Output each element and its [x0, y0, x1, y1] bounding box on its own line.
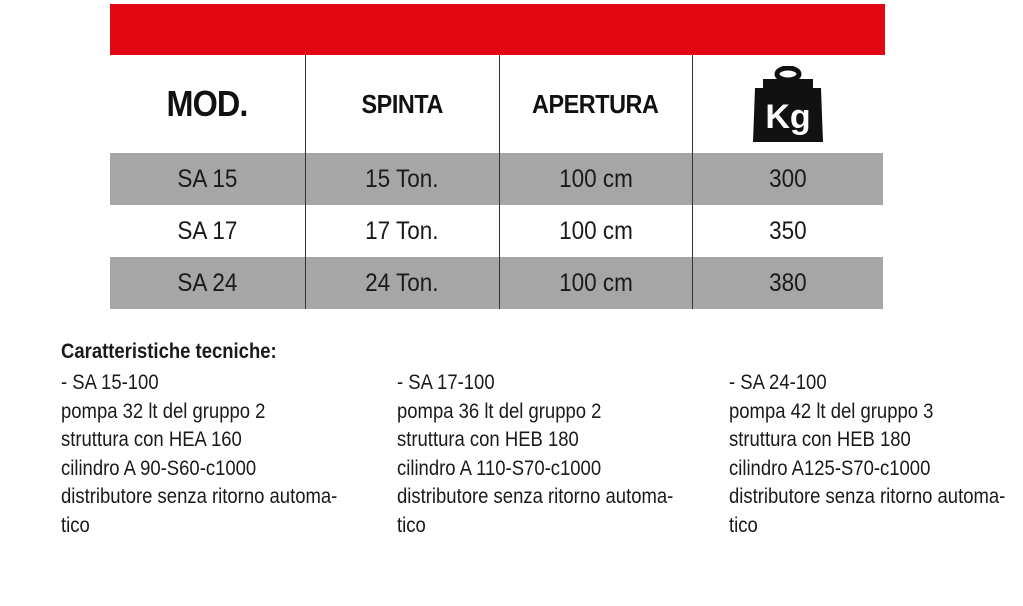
- spec-distributor: distributore senza ritorno automa-: [61, 485, 338, 508]
- cell-model: SA 15: [110, 153, 305, 205]
- spec-distributor-cont: tico: [729, 513, 758, 537]
- header-thrust: SPINTA: [305, 55, 499, 153]
- cell-weight: 350: [692, 205, 883, 257]
- table-header-row: [110, 55, 883, 153]
- cell-weight: 380: [692, 257, 883, 309]
- spec-model: - SA 15-100: [61, 371, 159, 394]
- spec-pump: pompa 36 lt del gruppo 2: [397, 399, 602, 423]
- cell-model: SA 24: [110, 257, 305, 309]
- spec-column-sa17: [397, 369, 711, 540]
- spec-structure: struttura con HEB 180: [397, 428, 579, 451]
- cell-model: SA 17: [110, 205, 305, 257]
- table-row: [110, 257, 883, 309]
- cell-opening: 100 cm: [499, 257, 692, 309]
- header-model: MOD.: [110, 55, 305, 153]
- cell-thrust: 15 Ton.: [305, 153, 499, 205]
- spec-model: - SA 17-100: [397, 371, 495, 394]
- spec-structure: struttura con HEA 160: [61, 428, 242, 451]
- spec-structure: struttura con HEB 180: [729, 428, 911, 451]
- table-row: [110, 205, 883, 257]
- cell-weight: 300: [692, 153, 883, 205]
- cell-opening: 100 cm: [499, 205, 692, 257]
- spec-distributor-cont: tico: [397, 513, 426, 537]
- header-opening: APERTURA: [499, 55, 692, 153]
- table-row: [110, 153, 883, 205]
- cell-thrust: 24 Ton.: [305, 257, 499, 309]
- spec-cylinder: cilindro A 90-S60-c1000: [61, 456, 257, 480]
- spec-distributor: distributore senza ritorno automa-: [729, 485, 1006, 508]
- spec-distributor-cont: tico: [61, 513, 90, 537]
- spec-model: - SA 24-100: [729, 371, 827, 394]
- specs-title: Caratteristiche tecniche:: [61, 340, 277, 363]
- spec-pump: pompa 42 lt del gruppo 3: [729, 399, 934, 423]
- cell-thrust: 17 Ton.: [305, 205, 499, 257]
- weight-kg-label: Kg: [765, 98, 811, 136]
- spec-distributor: distributore senza ritorno automa-: [397, 485, 674, 508]
- spec-cylinder: cilindro A125-S70-c1000: [729, 456, 931, 480]
- spec-column-sa24: [729, 369, 1023, 540]
- header-weight: [692, 55, 883, 153]
- spec-column-sa15: [61, 369, 375, 540]
- spec-pump: pompa 32 lt del gruppo 2: [61, 399, 266, 423]
- weight-kg-icon: [749, 66, 827, 142]
- technical-specs: [0, 340, 1023, 560]
- spec-cylinder: cilindro A 110-S70-c1000: [397, 456, 602, 480]
- model-spec-table: [110, 55, 883, 309]
- cell-opening: 100 cm: [499, 153, 692, 205]
- header-red-bar: [110, 4, 885, 55]
